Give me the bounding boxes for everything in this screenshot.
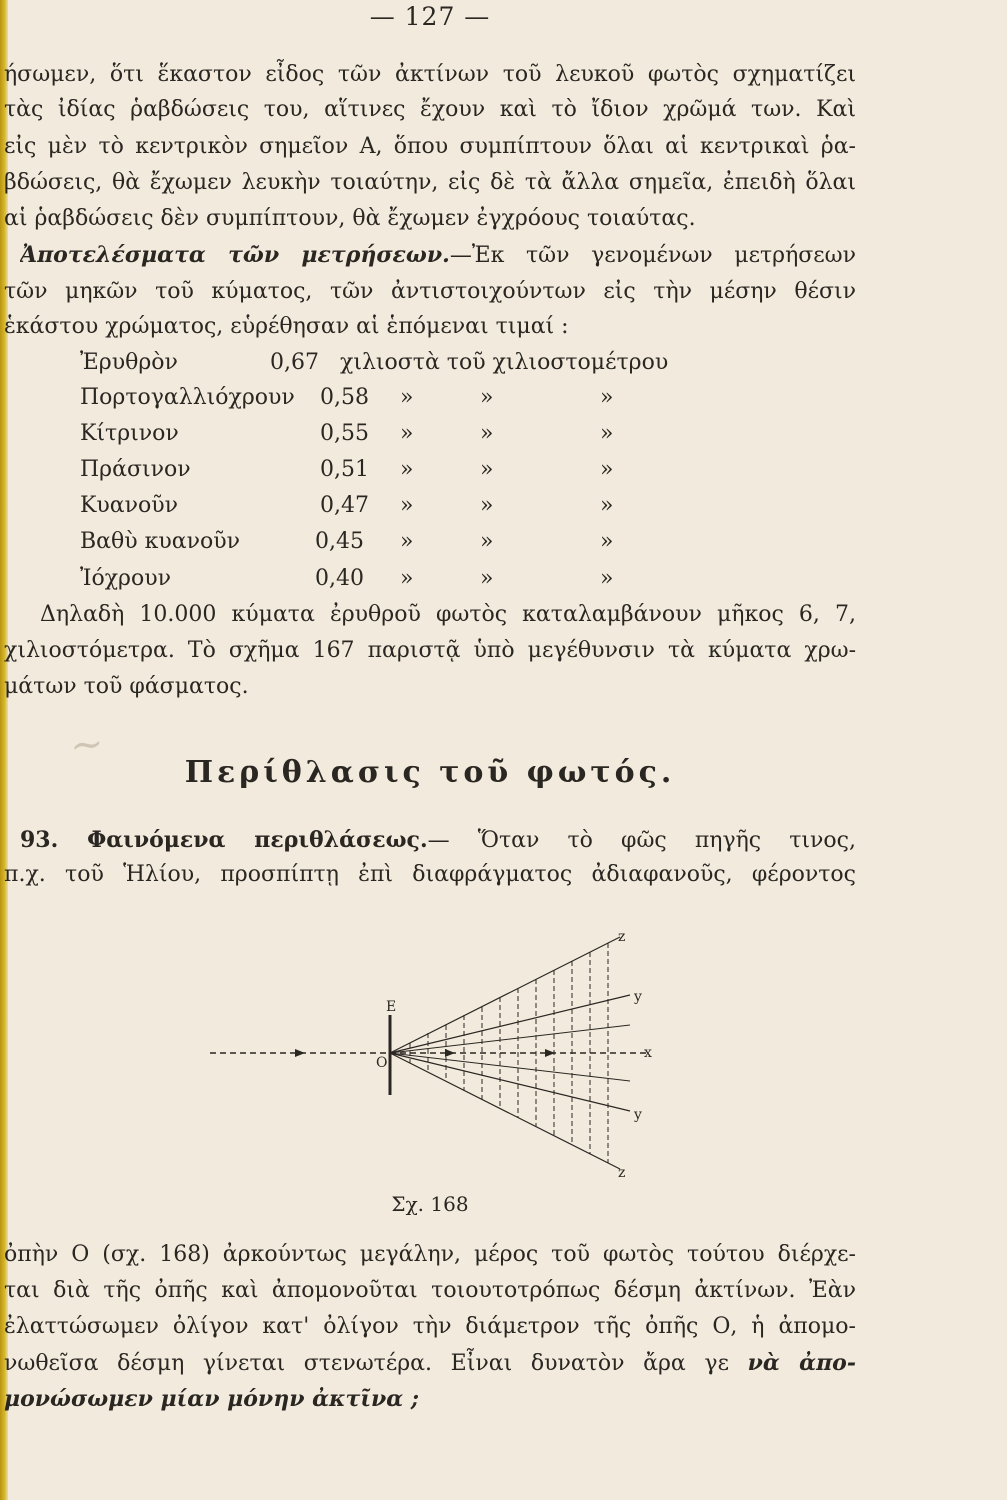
results-heading: Ἀποτελέσματα τῶν μετρήσεων. bbox=[20, 242, 450, 268]
ditto-mark: » bbox=[480, 493, 494, 518]
ditto-mark: » bbox=[480, 385, 494, 410]
cone-edge bbox=[390, 937, 620, 1053]
ditto-mark: » bbox=[400, 493, 414, 518]
subsection-heading: 93. Φαινόμενα περιθλάσεως. bbox=[20, 827, 428, 853]
subsection-line-1 bbox=[20, 823, 856, 858]
section-title: Περίθλασις τοῦ φωτός. bbox=[184, 755, 676, 790]
cone-edge bbox=[390, 1025, 630, 1053]
label-z-bottom: z bbox=[618, 1165, 626, 1180]
wavelength-value: 0,55 bbox=[320, 421, 369, 446]
color-name: Πράσινον bbox=[80, 457, 191, 482]
ditto-mark: » bbox=[480, 529, 494, 554]
text-line: ται διὰ τῆς ὀπῆς καὶ ἀπομονοῦται τοιουτοτρόπως δέσμη ἀκτίνων. Ἐὰν bbox=[4, 1278, 856, 1303]
label-z-top: z bbox=[618, 929, 626, 945]
diffraction-figure bbox=[200, 925, 670, 1180]
text-line: αἱ ῥαβδώσεις δὲν συμπίπτουν, θὰ ἔχωμεν ἐγχρόους τοιαύτας. bbox=[4, 206, 696, 231]
arrow-head bbox=[445, 1049, 455, 1057]
text-line: εἰς μὲν τὸ κεντρικὸν σημεῖον Α, ὅπου συμπίπτουν ὅλαι αἱ κεντρικαὶ ῥα- bbox=[4, 134, 856, 159]
cone-edge bbox=[390, 995, 630, 1053]
wavelength-value: 0,58 bbox=[320, 385, 369, 410]
ditto-mark: » bbox=[600, 529, 614, 554]
ditto-mark: » bbox=[600, 457, 614, 482]
text-line: Δηλαδὴ 10.000 κύματα ἐρυθροῦ φωτὸς καταλαμβάνουν μῆκος 6, 7, bbox=[40, 602, 856, 627]
color-name: Πορτογαλλιόχρουν bbox=[80, 385, 295, 410]
text-line: ἐλαττώσωμεν ὀλίγον κατ' ὀλίγον τὴν διάμετρον τῆς ὀπῆς Ο, ἡ ἀπομο- bbox=[4, 1314, 856, 1339]
label-E: E bbox=[386, 999, 397, 1015]
ditto-mark: » bbox=[480, 421, 494, 446]
wavelength-value: 0,40 bbox=[315, 566, 364, 591]
wavelength-value: 0,67 bbox=[270, 350, 319, 375]
color-name: Βαθὺ κυανοῦν bbox=[80, 529, 240, 554]
wavelength-value: 0,47 bbox=[320, 493, 369, 518]
page-number: — 127 — bbox=[369, 2, 491, 31]
ditto-mark: » bbox=[600, 421, 614, 446]
unit: χιλιοστὰ τοῦ χιλιοστομέτρου bbox=[340, 350, 669, 375]
ditto-mark: » bbox=[400, 457, 414, 482]
label-x: x bbox=[644, 1045, 652, 1061]
text-line: ήσωμεν, ὅτι ἕκαστον εἶδος τῶν ἀκτίνων τοῦ λευκοῦ φωτὸς σχηματίζει bbox=[4, 62, 856, 87]
text-line: ὀπὴν Ο (σχ. 168) ἀρκούντως μεγάλην, μέρος τοῦ φωτὸς τούτου διέρχε- bbox=[4, 1242, 856, 1267]
ditto-mark: » bbox=[400, 385, 414, 410]
label-y-bottom: y bbox=[634, 1107, 642, 1123]
color-name: Ἰόχρουν bbox=[80, 566, 171, 591]
text-line-with-bold bbox=[4, 1346, 856, 1381]
pencil-scribble: ~ bbox=[67, 720, 106, 770]
text-line: τῶν μηκῶν τοῦ κύματος, τῶν ἀντιστοιχούντων εἰς τὴν μέσην θέσιν bbox=[4, 279, 856, 304]
ditto-mark: » bbox=[480, 457, 494, 482]
cone-edge bbox=[390, 1053, 630, 1111]
cone-edge bbox=[390, 1053, 630, 1081]
color-name: Ἐρυθρὸν bbox=[80, 350, 178, 375]
text-line: π.χ. τοῦ Ἡλίου, προσπίπτῃ ἐπὶ διαφράγματος ἀδιαφανοῦς, φέροντος bbox=[4, 862, 856, 887]
text-line: βδώσεις, θὰ ἔχωμεν λευκὴν τοιαύτην, εἰς δὲ τὰ ἄλλα σημεῖα, ἐπειδὴ ὅλαι bbox=[4, 170, 856, 195]
figure-caption: Σχ. 168 bbox=[391, 1192, 469, 1216]
color-name: Κυανοῦν bbox=[80, 493, 179, 518]
bold-fragment: νὰ ἀπο- bbox=[747, 1350, 856, 1376]
ditto-mark: » bbox=[600, 493, 614, 518]
text-line: χιλιοστόμετρα. Τὸ σχῆμα 167 παριστᾷ ὑπὸ μεγέθυνσιν τὰ κύματα χρω- bbox=[4, 638, 856, 663]
text-fragment: νωθεῖσα δέσμη γίνεται στενωτέρα. Εἶναι δυνατὸν ἄρα γε bbox=[4, 1351, 729, 1376]
label-O: O bbox=[376, 1055, 388, 1071]
subsection-intro: — Ὅταν τὸ φῶς πηγῆς τινος, bbox=[427, 828, 856, 853]
results-line-1 bbox=[20, 238, 856, 273]
cone-edge bbox=[390, 1053, 620, 1169]
wavelength-value: 0,51 bbox=[320, 457, 369, 482]
ditto-mark: » bbox=[480, 566, 494, 591]
text-line: τὰς ἰδίας ῥαβδώσεις του, αἵτινες ἔχουν καὶ τὸ ἴδιον χρῶμά των. Καὶ bbox=[4, 97, 856, 122]
results-intro: —Ἐκ τῶν γενομένων μετρήσεων bbox=[449, 243, 856, 268]
arrow-head bbox=[295, 1049, 305, 1057]
color-name: Κίτρινον bbox=[80, 421, 179, 446]
closing-line: μονώσωμεν μίαν μόνην ἀκτῖνα ; bbox=[4, 1386, 419, 1412]
ditto-mark: » bbox=[400, 529, 414, 554]
text-line: μάτων τοῦ φάσματος. bbox=[4, 674, 249, 699]
wavelength-value: 0,45 bbox=[315, 529, 364, 554]
ditto-mark: » bbox=[400, 566, 414, 591]
ditto-mark: » bbox=[400, 421, 414, 446]
ditto-mark: » bbox=[600, 385, 614, 410]
text-line: ἑκάστου χρώματος, εὑρέθησαν αἱ ἑπόμεναι τιμαί : bbox=[4, 314, 569, 339]
label-y-top: y bbox=[634, 989, 642, 1005]
ditto-mark: » bbox=[600, 566, 614, 591]
